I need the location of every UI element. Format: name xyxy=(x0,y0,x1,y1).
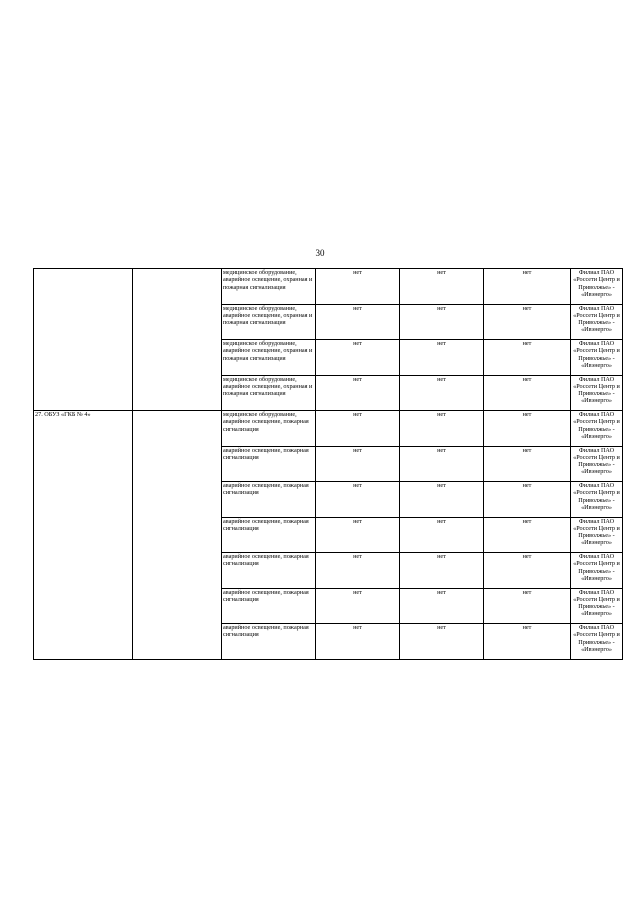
value-cell-3: нет xyxy=(484,269,571,305)
supplier-cell: Филиал ПАО «Россети Центр и Приволжье» - «Ивэнерго» xyxy=(571,588,623,624)
value-cell-1: нет xyxy=(316,411,400,447)
equipment-cell: медицинское оборудование, аварийное освещение, охранная и пожарная сигнализация xyxy=(222,340,316,376)
value-cell-3: нет xyxy=(484,553,571,589)
equipment-cell: медицинское оборудование, аварийное освещение, охранная и пожарная сигнализация xyxy=(222,375,316,411)
equipment-cell: медицинское оборудование, аварийное освещение, пожарная сигнализация xyxy=(222,411,316,447)
value-cell-1: нет xyxy=(316,446,400,482)
value-cell-2: нет xyxy=(400,269,484,305)
supplier-cell: Филиал ПАО «Россети Центр и Приволжье» - «Ивэнерго» xyxy=(571,553,623,589)
value-cell-1: нет xyxy=(316,588,400,624)
value-cell-3: нет xyxy=(484,588,571,624)
equipment-cell: аварийное освещение, пожарная сигнализация xyxy=(222,553,316,589)
supplier-cell: Филиал ПАО «Россети Центр и Приволжье» - «Ивэнерго» xyxy=(571,304,623,340)
value-cell-1: нет xyxy=(316,340,400,376)
supplier-cell: Филиал ПАО «Россети Центр и Приволжье» - «Ивэнерго» xyxy=(571,482,623,518)
supplier-cell: Филиал ПАО «Россети Центр и Приволжье» - «Ивэнерго» xyxy=(571,517,623,553)
equipment-cell: аварийное освещение, пожарная сигнализация xyxy=(222,446,316,482)
value-cell-2: нет xyxy=(400,304,484,340)
equipment-cell: медицинское оборудование, аварийное освещение, охранная и пожарная сигнализация xyxy=(222,269,316,305)
value-cell-2: нет xyxy=(400,553,484,589)
supplier-cell: Филиал ПАО «Россети Центр и Приволжье» - «Ивэнерго» xyxy=(571,411,623,447)
supplier-cell: Филиал ПАО «Россети Центр и Приволжье» - «Ивэнерго» xyxy=(571,375,623,411)
value-cell-3: нет xyxy=(484,411,571,447)
value-cell-3: нет xyxy=(484,340,571,376)
value-cell-2: нет xyxy=(400,375,484,411)
value-cell-2: нет xyxy=(400,411,484,447)
table-row xyxy=(34,411,623,447)
value-cell-2: нет xyxy=(400,482,484,518)
equipment-cell: медицинское оборудование, аварийное освещение, охранная и пожарная сигнализация xyxy=(222,304,316,340)
table-row xyxy=(34,269,623,305)
supplier-cell: Филиал ПАО «Россети Центр и Приволжье» - «Ивэнерго» xyxy=(571,269,623,305)
value-cell-1: нет xyxy=(316,304,400,340)
value-cell-1: нет xyxy=(316,375,400,411)
equipment-cell: аварийное освещение, пожарная сигнализация xyxy=(222,588,316,624)
empty-cell xyxy=(133,411,222,660)
facility-cell: 27. ОБУЗ «ГКБ № 4» xyxy=(34,411,133,660)
value-cell-1: нет xyxy=(316,517,400,553)
value-cell-3: нет xyxy=(484,517,571,553)
facility-cell xyxy=(34,269,133,411)
supplier-cell: Филиал ПАО «Россети Центр и Приволжье» - «Ивэнерго» xyxy=(571,446,623,482)
value-cell-1: нет xyxy=(316,269,400,305)
value-cell-3: нет xyxy=(484,482,571,518)
value-cell-1: нет xyxy=(316,482,400,518)
value-cell-2: нет xyxy=(400,517,484,553)
value-cell-1: нет xyxy=(316,553,400,589)
empty-cell xyxy=(133,269,222,411)
value-cell-2: нет xyxy=(400,446,484,482)
page-number: 30 xyxy=(315,248,325,258)
value-cell-1: нет xyxy=(316,624,400,660)
supplier-cell: Филиал ПАО «Россети Центр и Приволжье» - «Ивэнерго» xyxy=(571,340,623,376)
value-cell-3: нет xyxy=(484,446,571,482)
value-cell-3: нет xyxy=(484,624,571,660)
equipment-table xyxy=(33,268,623,660)
value-cell-2: нет xyxy=(400,340,484,376)
value-cell-2: нет xyxy=(400,624,484,660)
value-cell-2: нет xyxy=(400,588,484,624)
equipment-cell: аварийное освещение, пожарная сигнализация xyxy=(222,482,316,518)
value-cell-3: нет xyxy=(484,304,571,340)
equipment-cell: аварийное освещение, пожарная сигнализация xyxy=(222,517,316,553)
value-cell-3: нет xyxy=(484,375,571,411)
supplier-cell: Филиал ПАО «Россети Центр и Приволжье» - «Ивэнерго» xyxy=(571,624,623,660)
equipment-cell: аварийное освещение, пожарная сигнализация xyxy=(222,624,316,660)
